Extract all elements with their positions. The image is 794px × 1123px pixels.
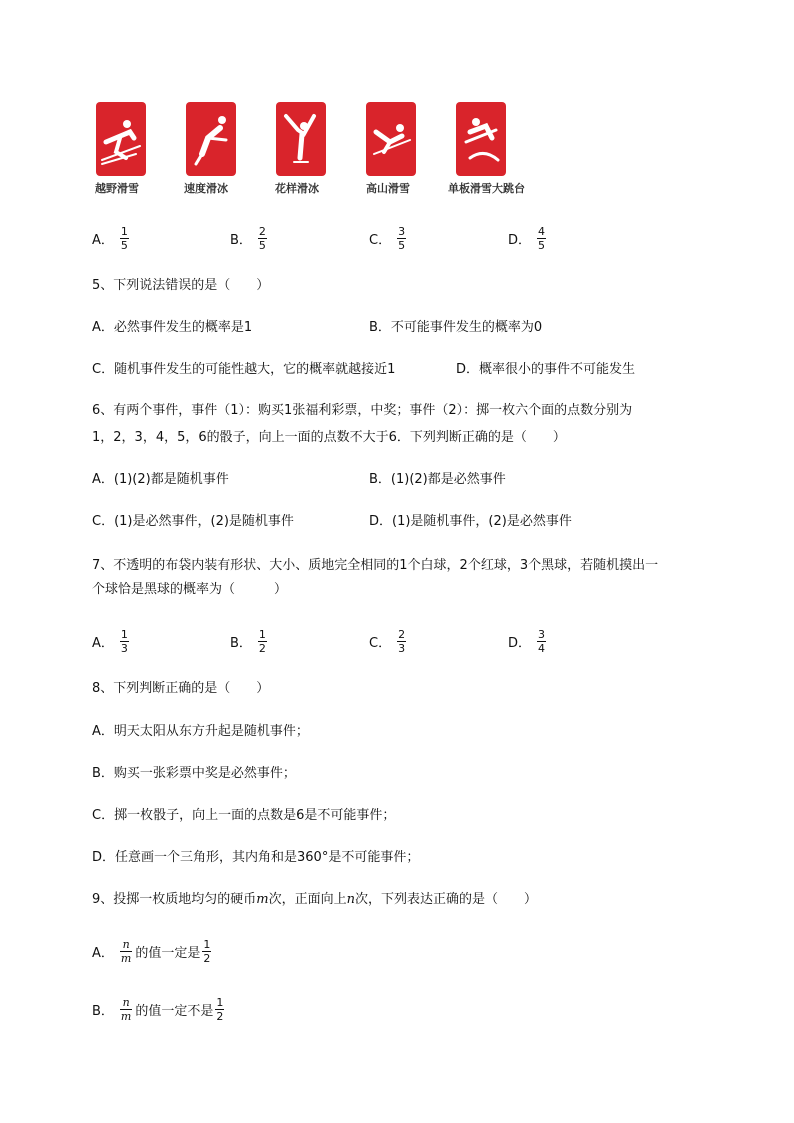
q7-stem-line1: 7、不透明的布袋内装有形状、大小、质地完全相同的1个白球，2个红球，3个黑球，若随机摸出一	[92, 558, 659, 573]
q5-option-b: B．不可能事件发生的概率为0	[369, 320, 543, 335]
q5-option-a: A．必然事件发生的概率是1	[92, 320, 253, 335]
q6-option-a: A．(1)(2)都是随机事件	[92, 472, 229, 487]
q6-option-b: B．(1)(2)都是必然事件	[369, 472, 506, 487]
q6-option-d: D．(1)是随机事件，(2)是必然事件	[369, 514, 572, 529]
icon-caption: 速度滑冰	[184, 182, 228, 195]
fraction: $\frac{4}{5}$	[538, 224, 546, 252]
fraction: $\frac{n}{m}$	[120, 995, 132, 1023]
q8-stem: 8、下列判断正确的是（ ）	[92, 681, 270, 696]
q4-option-b: B． $\frac{2}{5}$	[230, 224, 266, 252]
fraction: $\frac{1}{2}$	[258, 627, 266, 655]
q5-stem: 5、下列说法错误的是（ ）	[92, 278, 270, 293]
q7-stem-line2: 个球恰是黑球的概率为（ ）	[92, 582, 288, 597]
q8-option-d: D．任意画一个三角形，其内角和是360°是不可能事件；	[92, 850, 420, 865]
q9-option-a: A． $\frac{n}{m}$ 的值一定是 $\frac{1}{2}$	[92, 937, 211, 965]
q7-option-d: D． $\frac{3}{4}$	[508, 627, 546, 655]
speed-skating-icon	[186, 102, 236, 176]
q4-option-d: D． $\frac{4}{5}$	[508, 224, 546, 252]
fraction: $\frac{1}{2}$	[216, 995, 224, 1023]
q6-stem-line2: 1，2，3，4，5，6的骰子，向上一面的点数不大于6．下列判断正确的是（ ）	[92, 430, 566, 445]
fraction: $\frac{1}{5}$	[120, 224, 128, 252]
q4-option-c: C． $\frac{3}{5}$	[369, 224, 406, 252]
icon-caption: 越野滑雪	[95, 182, 139, 195]
q9-option-b: B． $\frac{n}{m}$ 的值一定不是 $\frac{1}{2}$	[92, 995, 224, 1023]
q7-option-b: B． $\frac{1}{2}$	[230, 627, 266, 655]
fraction: $\frac{1}{3}$	[120, 627, 128, 655]
fraction: $\frac{3}{4}$	[538, 627, 546, 655]
fraction: $\frac{2}{5}$	[258, 224, 266, 252]
q5-option-d: D．概率很小的事件不可能发生	[456, 362, 636, 377]
fraction: $\frac{3}{5}$	[398, 224, 406, 252]
q4-option-a: A． $\frac{1}{5}$	[92, 224, 128, 252]
q8-option-b: B．购买一张彩票中奖是必然事件；	[92, 766, 296, 781]
alpine-skiing-icon	[366, 102, 416, 176]
icon-caption: 高山滑雪	[366, 182, 410, 195]
q7-option-c: C． $\frac{2}{3}$	[369, 627, 406, 655]
cross-country-skiing-icon	[96, 102, 146, 176]
fraction: $\frac{1}{2}$	[203, 937, 211, 965]
q5-option-c: C．随机事件发生的可能性越大，它的概率就越接近1	[92, 362, 396, 377]
q6-option-c: C．(1)是必然事件，(2)是随机事件	[92, 514, 294, 529]
q6-stem-line1: 6、有两个事件，事件（1）：购买1张福利彩票，中奖；事件（2）：掷一枚六个面的点数分别为	[92, 403, 633, 418]
q8-option-c: C．掷一枚骰子，向上一面的点数是6是不可能事件；	[92, 808, 396, 823]
q8-option-a: A．明天太阳从东方升起是随机事件；	[92, 724, 309, 739]
q7-option-a: A． $\frac{1}{3}$	[92, 627, 128, 655]
q9-stem: 9、投掷一枚质地均匀的硬币m次，正面向上n次，下列表达正确的是（ ）	[92, 892, 538, 907]
fraction: $\frac{n}{m}$	[120, 937, 132, 965]
fraction: $\frac{2}{3}$	[398, 627, 406, 655]
snowboard-big-air-icon	[456, 102, 506, 176]
icon-caption: 单板滑雪大跳台	[448, 182, 525, 195]
figure-skating-icon	[276, 102, 326, 176]
icon-caption: 花样滑冰	[275, 182, 319, 195]
